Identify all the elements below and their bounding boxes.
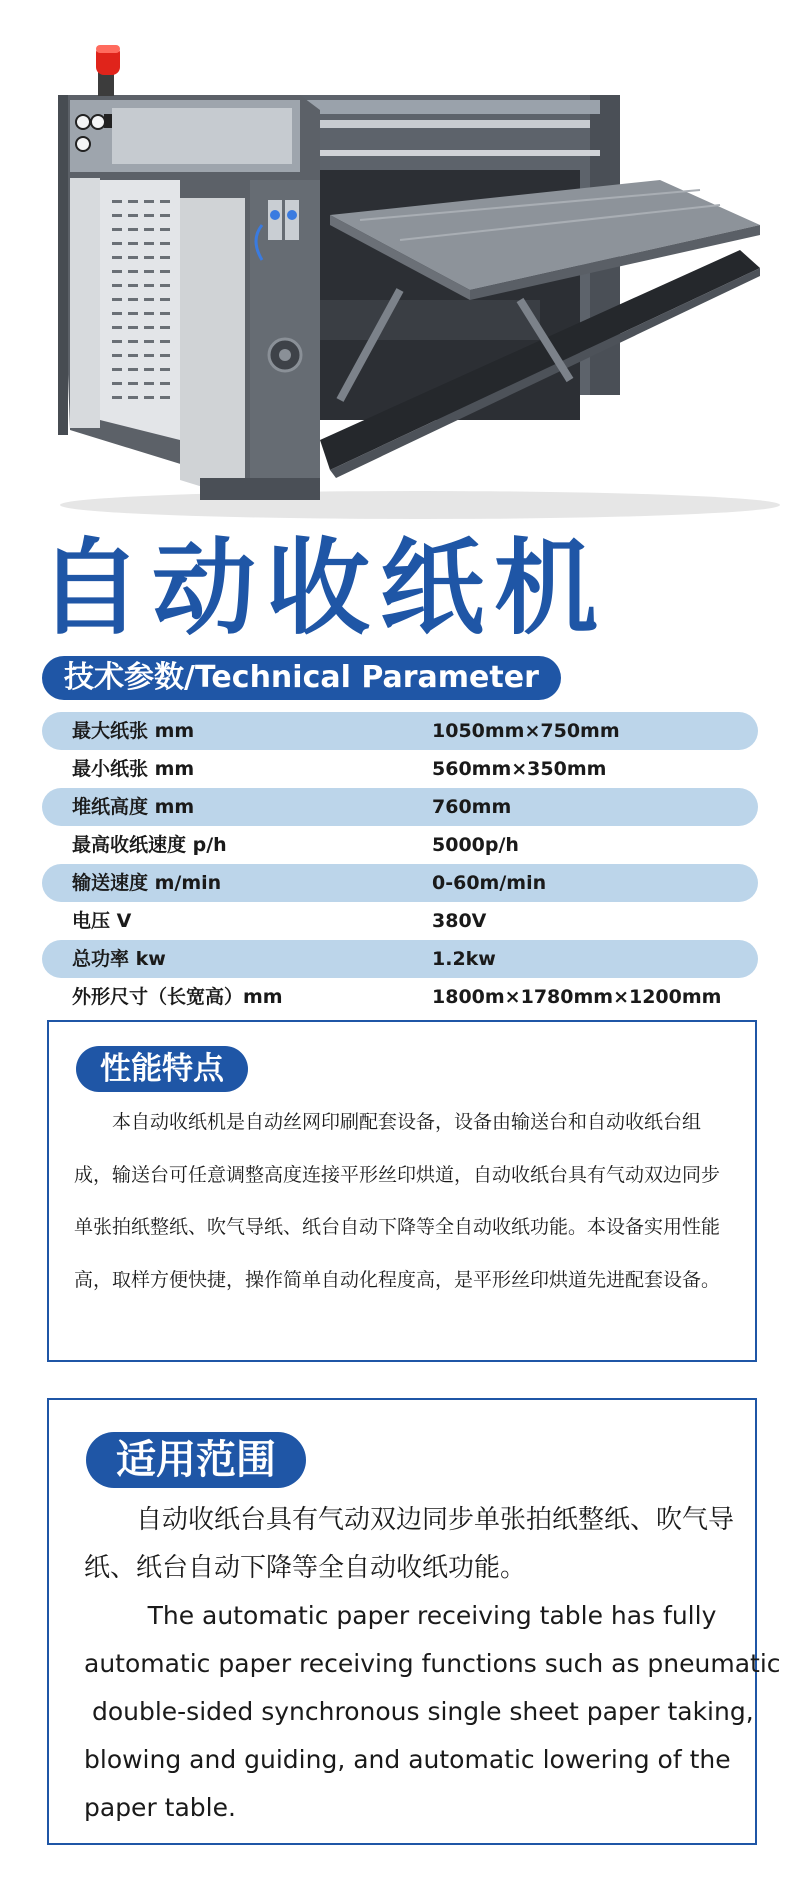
param-value: 1.2kw — [432, 948, 496, 970]
param-name: 最高收纸速度 p/h — [72, 834, 227, 856]
param-row — [42, 864, 758, 902]
scope-text-cn: 自动收纸台具有气动双边同步单张拍纸整纸、吹气导纸、纸台自动下降等全自动收纸功能。 — [84, 1505, 735, 1583]
params-table — [42, 712, 758, 1016]
param-value: 760mm — [432, 796, 512, 818]
param-row — [42, 978, 758, 1016]
features-header: 性能特点 — [76, 1046, 248, 1092]
param-row — [42, 902, 758, 940]
param-value: 560mm×350mm — [432, 758, 607, 780]
floor-shadow — [60, 491, 780, 519]
scope-header: 适用范围 — [86, 1432, 306, 1488]
scope-en-line: double-sided synchronous single sheet paper taking, — [84, 1697, 754, 1726]
vented-panel — [100, 180, 180, 440]
param-name: 总功率 kw — [72, 948, 166, 970]
scope-en-line: The automatic paper receiving table has fully — [84, 1601, 717, 1630]
param-value: 0-60m/min — [432, 872, 547, 894]
param-row — [42, 750, 758, 788]
param-row — [42, 940, 758, 978]
scope-en-line: blowing and guiding, and automatic lowering of the — [84, 1745, 731, 1774]
param-name: 电压 V — [72, 910, 132, 932]
param-name: 最大纸张 mm — [72, 720, 195, 742]
machine-photo — [0, 0, 800, 530]
scope-en-line: automatic paper receiving functions such as pneumatic — [84, 1649, 781, 1678]
scope-en-line: paper table. — [84, 1793, 236, 1822]
tech-params-header: 技术参数/Technical Parameter — [42, 656, 561, 700]
param-name: 堆纸高度 mm — [72, 796, 195, 818]
param-value: 1050mm×750mm — [432, 720, 620, 742]
param-value: 1800m×1780mm×1200mm — [432, 986, 722, 1008]
param-row — [42, 826, 758, 864]
param-row — [42, 788, 758, 826]
param-value: 380V — [432, 910, 487, 932]
scope-text-en — [84, 1592, 781, 1832]
page-title: 自动收纸机 — [38, 527, 609, 649]
param-value: 5000p/h — [432, 834, 519, 856]
features-text: 本自动收纸机是自动丝网印刷配套设备，设备由输送台和自动收纸台组成，输送台可任意调整高度连接平形丝印烘道，自动收纸台具有气动双边同步单张拍纸整纸、吹气导纸、纸台自动下降等全自动收纸功能。本设备实用性能高，取样方便快捷，操作简单自动化程度高，是平形丝印烘道先进配套设备。 — [74, 1111, 721, 1291]
param-name: 最小纸张 mm — [72, 758, 195, 780]
param-name: 输送速度 m/min — [72, 872, 222, 894]
param-row — [42, 712, 758, 750]
param-name: 外形尺寸（长宽高）mm — [72, 986, 283, 1008]
